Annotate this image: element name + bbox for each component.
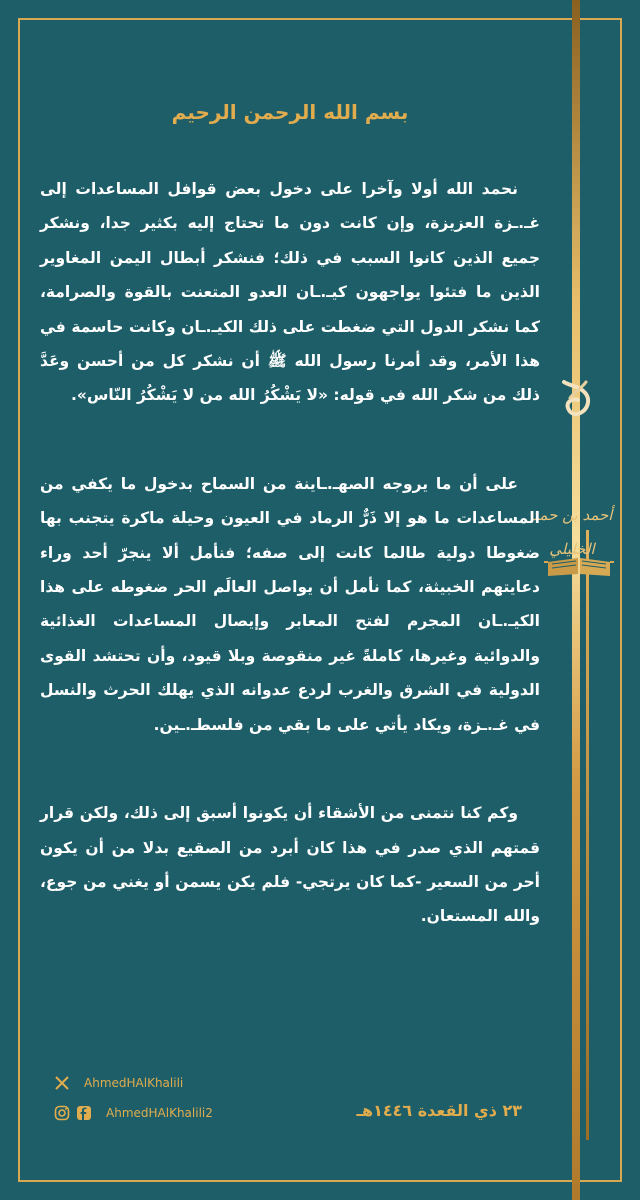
- paragraph-text: وكم كنا نتمنى من الأشقاء أن يكونوا أسبق إلى ذلك، ولكن قرار قمتهم الذي صدر في هذا كان أبرد من الصقيع بدلا من أن يكون أحر من السعير -كما كان يرتجي- فلم يكن يسمن أو يغني من جوع، والله المستعان.: [40, 804, 540, 926]
- paragraph-text: نحمد الله أولا وآخرا على دخول بعض قوافل المساعدات إلى غـ.ـزة العزيزة، وإن كانت دون ما تحتاج إليه بكثير جدا، ونشكر جميع الذين كانوا السبب في ذلك؛ فنشكر أبطال اليمن المغاوير الذين ما فتئوا يواجهون كيـ.ـان العدو المتعنت بالقوة والصرامة، كما نشكر الدول التي ضغطت على ذلك الكيـ.ـان وكانت حاسمة في هذا الأمر، وقد أمرنا رسول الله ﷺ أن نشكر كل من أحسن وعَدَّ ذلك من شكر الله في قوله: «لا يَشْكُرُ الله من لا يَشْكُرُ النّاس».: [40, 180, 540, 405]
- gold-vertical-bar: [572, 0, 580, 1200]
- social-links: [54, 1072, 213, 1132]
- social-row-x[interactable]: [54, 1072, 213, 1094]
- date-label: ٢٣ ذي القعدة ١٤٤٦هـ: [356, 1101, 522, 1120]
- x-icon: [54, 1075, 70, 1091]
- basmala-heading: بسم الله الرحمن الرحيم: [171, 100, 409, 124]
- paragraph: [40, 796, 540, 934]
- instagram-icon: [54, 1105, 70, 1121]
- social-handle[interactable]: AhmedHAlKhalili2: [106, 1106, 213, 1120]
- gold-vertical-line: [586, 530, 589, 1140]
- signature: أحمد بن حمد الخليلي: [531, 506, 613, 558]
- paragraph: [40, 467, 540, 742]
- social-handle[interactable]: AhmedHAlKhalili: [84, 1076, 184, 1090]
- open-book-icon: [544, 548, 614, 578]
- social-row-instagram-facebook[interactable]: [54, 1102, 213, 1124]
- clasped-hands-icon: [556, 372, 596, 424]
- paragraph-text: على أن ما يروجه الصهـ.ـاينة من السماح بدخول ما يكفي من المساعدات ما هو إلا ذَرٌّ الرماد في العيون وحيلة ماكرة يتجنب بها ضغوطا دولية طالما كانت إلى صفه؛ فنأمل ألا ينجرّ أحد وراء دعايتهم الخبيثة، كما نأمل أن يواصل العالَم الحر ضغوطه على هذا الكيـ.ـان المجرم لفتح المعابر وإيصال المساعدات الغذائية والدوائية وغيرها، كاملةً غير منقوصة وبلا قيود، وأن تحتشد القوى الدولية في الشرق والغرب لردع عدوانه الذي يهلك الحرث والنسل في غـ.ـزة، ويكاد يأتي على ما بقي من فلسطـ.ـين.: [40, 474, 540, 734]
- main-content: [40, 96, 540, 988]
- facebook-icon: [76, 1105, 92, 1121]
- paragraph: [40, 172, 540, 413]
